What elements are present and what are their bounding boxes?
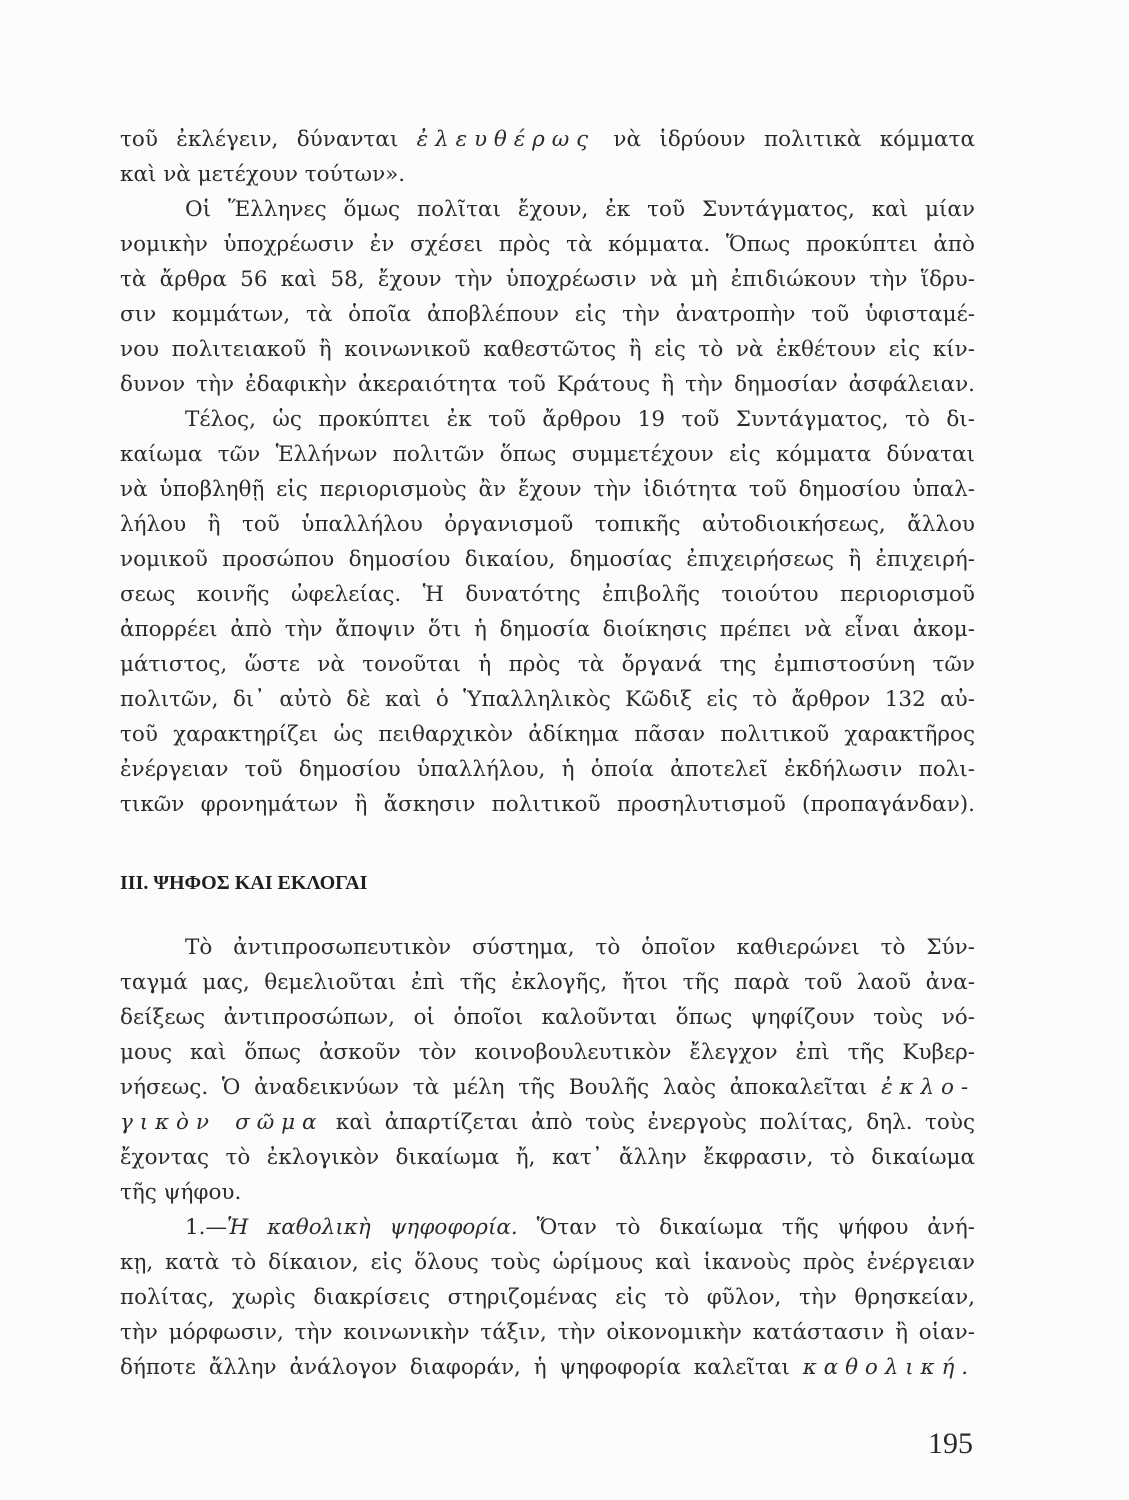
text-line — [120, 122, 975, 157]
text-span: δήποτε ἄλλην ἀνάλογον διαφοράν, ἡ ψηφοφορία καλεῖται — [120, 1355, 790, 1380]
spaced-emphasis: καθολική. — [802, 1355, 975, 1380]
text-span: νὰ ἱδρύουν πολιτικὰ κόμματα — [613, 127, 975, 152]
spaced-emphasis: γικὸν σῶμα — [120, 1110, 324, 1135]
text-line: πολίτας, χωρὶς διακρίσεις στηριζομένας εἰς τὸ φῦλον, τὴν θρησκείαν, — [120, 1285, 975, 1310]
text-line: κῃ, κατὰ τὸ δίκαιον, εἰς ὅλους τοὺς ὡρίμους καὶ ἱκανοὺς πρὸς ἐνέργειαν — [120, 1250, 975, 1275]
text-line: σιν κομμάτων, τὰ ὁποῖα ἀποβλέπουν εἰς τὴν ἀνατροπὴν τοῦ ὑφισταμέ- — [120, 302, 975, 327]
section-vote-elections — [120, 930, 975, 1385]
subsection-number: 1.— — [185, 1215, 228, 1240]
text-span: καὶ ἀπαρτίζεται ἀπὸ τοὺς ἐνεργοὺς πολίτας, δηλ. τοὺς — [335, 1110, 975, 1135]
spaced-emphasis: ἐλευθέρως — [416, 127, 596, 152]
text-line — [120, 1070, 975, 1105]
subsection-title: Ἡ καθολικὴ ψηφοφορία. — [227, 1215, 518, 1240]
text-line: ἀπορρέει ἀπὸ τὴν ἄποψιν ὅτι ἡ δημοσία διοίκησις πρέπει νὰ εἶναι ἀκομ- — [120, 617, 975, 642]
text-line: καὶ νὰ μετέχουν τούτων». — [120, 162, 406, 187]
text-line: ἔχοντας τὸ ἐκλογικὸν δικαίωμα ἤ, κατ᾽ ἄλλην ἔκφρασιν, τὸ δικαίωμα — [120, 1145, 975, 1170]
text-line: Τέλος, ὡς προκύπτει ἐκ τοῦ ἄρθρου 19 τοῦ Συντάγματος, τὸ δι- — [185, 407, 975, 432]
text-span: νήσεως. Ὁ ἀναδεικνύων τὰ μέλη τῆς Βουλῆς λαὸς ἀποκαλεῖται — [120, 1075, 868, 1100]
spaced-emphasis: ἐκλο- — [881, 1075, 975, 1100]
text-line: ἐνέργειαν τοῦ δημοσίου ὑπαλλήλου, ἡ ὁποία ἀποτελεῖ ἐκδήλωσιν πολι- — [120, 757, 975, 782]
text-line: τὴν μόρφωσιν, τὴν κοινωνικὴν τάξιν, τὴν οἰκονομικὴν κατάστασιν ἢ οἱαν- — [120, 1320, 975, 1345]
text-line: Τὸ ἀντιπροσωπευτικὸν σύστημα, τὸ ὁποῖον καθιερώνει τὸ Σύν- — [185, 935, 975, 960]
text-line: νου πολιτειακοῦ ἢ κοινωνικοῦ καθεστῶτος ἢ εἰς τὸ νὰ ἐκθέτουν εἰς κίν- — [120, 337, 975, 362]
text-line: νομικοῦ προσώπου δημοσίου δικαίου, δημοσίας ἐπιχειρήσεως ἢ ἐπιχειρή- — [120, 547, 975, 572]
text-span: τοῦ ἐκλέγειν, δύνανται — [120, 127, 399, 152]
text-line — [120, 1105, 975, 1140]
text-line: καίωμα τῶν Ἑλλήνων πολιτῶν ὅπως συμμετέχουν εἰς κόμματα δύναται — [120, 442, 975, 467]
text-line — [120, 1350, 975, 1385]
text-line: νομικὴν ὑποχρέωσιν ἐν σχέσει πρὸς τὰ κόμματα. Ὅπως προκύπτει ἀπὸ — [120, 232, 975, 257]
text-line: τοῦ χαρακτηρίζει ὡς πειθαρχικὸν ἀδίκημα πᾶσαν πολιτικοῦ χαρακτῆρος — [120, 722, 975, 747]
text-line: μάτιστος, ὥστε νὰ τονοῦται ἡ πρὸς τὰ ὄργανά της ἐμπιστοσύνη τῶν — [120, 652, 975, 677]
text-line: τὰ ἄρθρα 56 καὶ 58, ἔχουν τὴν ὑποχρέωσιν νὰ μὴ ἐπιδιώκουν τὴν ἵδρυ- — [120, 267, 975, 292]
page-number: 195 — [928, 1427, 973, 1460]
text-line: πολιτῶν, δι᾽ αὐτὸ δὲ καὶ ὁ Ὑπαλληλικὸς Κῶδιξ εἰς τὸ ἄρθρον 132 αὐ- — [120, 687, 975, 712]
text-line: δυνον τὴν ἐδαφικὴν ἀκεραιότητα τοῦ Κράτους ἢ τὴν δημοσίαν ἀσφάλειαν. — [120, 372, 975, 397]
text-line: τικῶν φρονημάτων ἢ ἄσκησιν πολιτικοῦ προσηλυτισμοῦ (προπαγάνδαν). — [120, 792, 975, 817]
section-heading: III. ΨΗΦΟΣ ΚΑΙ ΕΚΛΟΓΑΙ — [120, 872, 368, 894]
section-political-parties — [120, 122, 975, 822]
text-line: Οἱ Ἕλληνες ὅμως πολῖται ἔχουν, ἐκ τοῦ Συντάγματος, καὶ μίαν — [185, 197, 975, 222]
text-line: τῆς ψήφου. — [120, 1180, 242, 1205]
text-line — [120, 1210, 975, 1245]
text-span: Ὅταν τὸ δικαίωμα τῆς ψήφου ἀνή- — [536, 1215, 975, 1240]
text-line: λήλου ἢ τοῦ ὑπαλλήλου ὀργανισμοῦ τοπικῆς αὐτοδιοικήσεως, ἄλλου — [120, 512, 975, 537]
text-line: ταγμά μας, θεμελιοῦται ἐπὶ τῆς ἐκλογῆς, ἤτοι τῆς παρὰ τοῦ λαοῦ ἀνα- — [120, 970, 975, 995]
text-line: μους καὶ ὅπως ἀσκοῦν τὸν κοινοβουλευτικὸν ἔλεγχον ἐπὶ τῆς Κυβερ- — [120, 1040, 975, 1065]
text-line: δείξεως ἀντιπροσώπων, οἱ ὁποῖοι καλοῦνται ὅπως ψηφίζουν τοὺς νό- — [120, 1005, 975, 1030]
text-line: νὰ ὑποβληθῇ εἰς περιορισμοὺς ἂν ἔχουν τὴν ἰδιότητα τοῦ δημοσίου ὑπαλ- — [120, 477, 975, 502]
text-line: σεως κοινῆς ὠφελείας. Ἡ δυνατότης ἐπιβολῆς τοιούτου περιορισμοῦ — [120, 582, 975, 607]
